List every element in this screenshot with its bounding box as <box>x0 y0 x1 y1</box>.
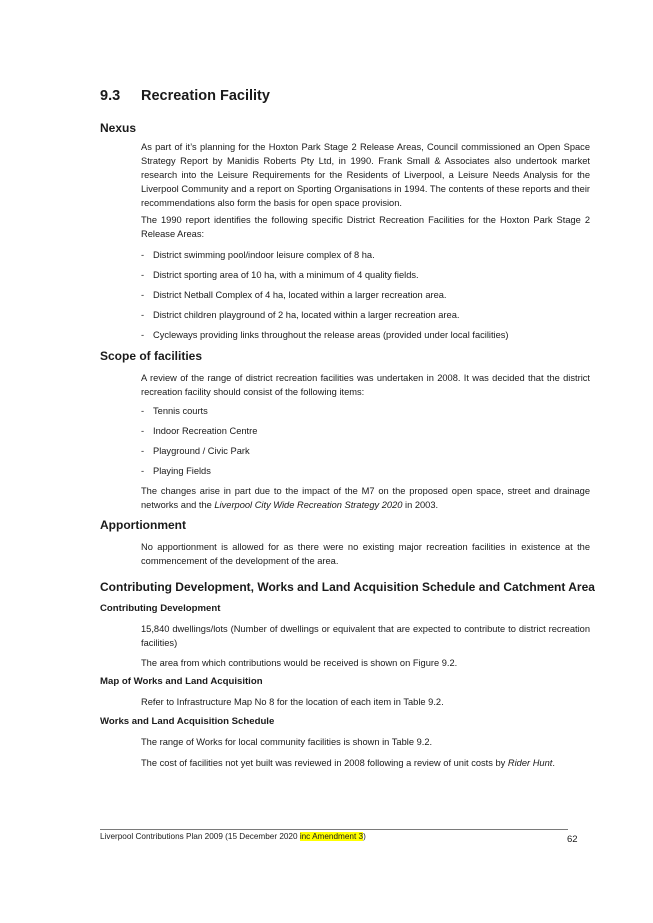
scope-paragraph-2: The changes arise in part due to the impact of the M7 on the proposed open space, street and drainage networks and the Liverpool City Wide Recreation Strategy 2020 in 2003. <box>141 486 590 510</box>
contributing-heading: Contributing Development, Works and Land Acquisition Schedule and Catchment Area <box>100 580 595 594</box>
nexus-paragraph-1: As part of it’s planning for the Hoxton Park Stage 2 Release Areas, Council commissioned an Open Space Strategy Report by Manidis Roberts Pty Ltd, in 1990. Frank Small & Associates also undertook market research into the Leisure Requirements for the Residents of Liverpool, a Leisure Needs Analysis for the Liverpool Community and a report on Sporting Organisations in 1994. The contents of these reports and their recommendations also form the basis for open space provision. <box>141 142 590 208</box>
contributing-development-subheading: Contributing Development <box>100 603 221 614</box>
scope-list-item: - Indoor Recreation Centre <box>141 426 258 436</box>
nexus-list-item: - District children playground of 2 ha, located within a larger recreation area. <box>141 310 460 320</box>
works-schedule-subheading: Works and Land Acquisition Schedule <box>100 716 275 727</box>
map-of-works-paragraph: Refer to Infrastructure Map No 8 for the location of each item in Table 9.2. <box>141 697 444 707</box>
footer-text: Liverpool Contributions Plan 2009 (15 December 2020 inc Amendment 3) <box>100 832 366 841</box>
nexus-heading: Nexus <box>100 121 137 135</box>
scope-list-item: - Playing Fields <box>141 466 211 476</box>
scope-heading: Scope of facilities <box>100 349 203 363</box>
works-schedule-paragraph-2: The cost of facilities not yet built was reviewed in 2008 following a review of unit costs by Rider Hunt. <box>141 758 555 768</box>
section-title: Recreation Facility <box>141 88 270 104</box>
works-schedule-paragraph-1: The range of Works for local community facilities is shown in Table 9.2. <box>141 737 433 747</box>
apportionment-paragraph: No apportionment is allowed for as there were no existing major recreation facilities in existence at the commencement of the development of the area. <box>141 542 590 566</box>
section-number: 9.3 <box>100 88 121 104</box>
scope-list-item: - Tennis courts <box>141 406 208 416</box>
nexus-list-item: - Cycleways providing links throughout the release areas (provided under local facilities) <box>141 330 509 340</box>
footer-highlight: inc Amendment 3 <box>299 832 364 841</box>
section-heading <box>100 88 270 104</box>
apportionment-heading: Apportionment <box>100 518 186 532</box>
nexus-list-item: - District Netball Complex of 4 ha, located within a larger recreation area. <box>141 290 447 300</box>
footer-rule <box>100 829 568 830</box>
map-of-works-subheading: Map of Works and Land Acquisition <box>100 676 263 687</box>
contributing-development-paragraph-2: The area from which contributions would be received is shown on Figure 9.2. <box>141 658 458 668</box>
scope-list-item: - Playground / Civic Park <box>141 446 250 456</box>
nexus-list-item: - District sporting area of 10 ha, with a minimum of 4 quality fields. <box>141 270 419 280</box>
scope-paragraph-1: A review of the range of district recreation facilities was undertaken in 2008. It was decided that the district recreation facility should consist of the following items: <box>141 373 590 397</box>
nexus-paragraph-2: The 1990 report identifies the following specific District Recreation Facilities for the Hoxton Park Stage 2 Release Areas: <box>141 215 590 239</box>
contributing-development-paragraph-1: 15,840 dwellings/lots (Number of dwellings or equivalent that are expected to contribute to district recreation facilities) <box>141 624 590 648</box>
page-number: 62 <box>567 834 578 845</box>
nexus-list-item: - District swimming pool/indoor leisure complex of 8 ha. <box>141 250 375 260</box>
